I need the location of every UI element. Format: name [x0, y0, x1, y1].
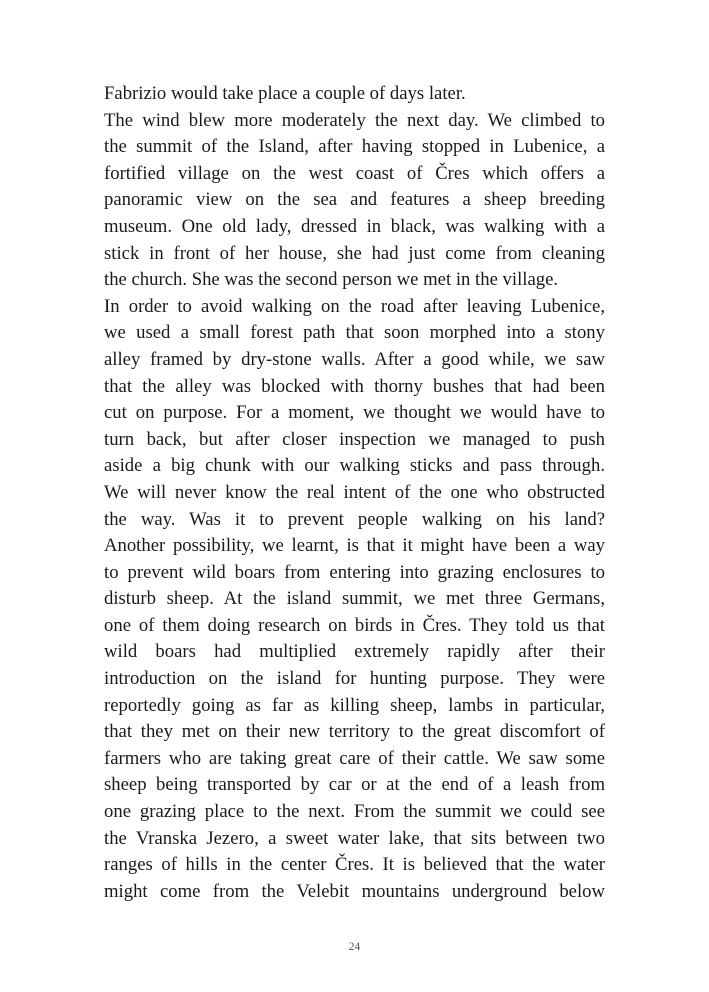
- text-line: ranges of hills in the center Čres. It is believed that the water: [104, 854, 605, 876]
- text-line: the Vranska Jezero, a sweet water lake, that sits between two: [104, 827, 605, 849]
- text-line: one of them doing research on birds in Čres. They told us that: [104, 614, 605, 636]
- text-line: reportedly going as far as killing sheep, lambs in particular,: [104, 694, 605, 716]
- text-line: panoramic view on the sea and features a sheep breeding: [104, 189, 605, 211]
- text-line: alley framed by dry-stone walls. After a good while, we saw: [104, 348, 605, 370]
- text-line: farmers who are taking great care of their cattle. We saw some: [104, 747, 605, 769]
- text-line: might come from the Velebit mountains underground below: [104, 880, 605, 902]
- text-line: In order to avoid walking on the road after leaving Lubenice,: [104, 295, 605, 317]
- text-line: Another possibility, we learnt, is that it might have been a way: [104, 535, 605, 557]
- text-line: to prevent wild boars from entering into grazing enclosures to: [104, 561, 605, 583]
- text-line: wild boars had multiplied extremely rapidly after their: [104, 641, 605, 663]
- text-line: the way. Was it to prevent people walking on his land?: [104, 508, 605, 530]
- text-line: stick in front of her house, she had just come from cleaning: [104, 242, 605, 264]
- body-text: [104, 81, 605, 905]
- text-line: The wind blew more moderately the next day. We climbed to: [104, 109, 605, 131]
- text-line: fortified village on the west coast of Čres which offers a: [104, 162, 605, 184]
- text-line: sheep being transported by car or at the end of a leash from: [104, 774, 605, 796]
- text-line: Fabrizio would take place a couple of days later.: [104, 83, 466, 104]
- text-line: one grazing place to the next. From the summit we could see: [104, 801, 605, 823]
- text-line: the church. She was the second person we met in the village.: [104, 269, 559, 291]
- text-line: the summit of the Island, after having stopped in Lubenice, a: [104, 136, 605, 158]
- text-line: We will never know the real intent of the one who obstructed: [104, 481, 605, 503]
- text-line: introduction on the island for hunting purpose. They were: [104, 668, 605, 690]
- text-line: we used a small forest path that soon morphed into a stony: [104, 322, 605, 344]
- text-line: that the alley was blocked with thorny bushes that had been: [104, 375, 605, 397]
- text-line: museum. One old lady, dressed in black, was walking with a: [104, 215, 605, 237]
- text-line: aside a big chunk with our walking sticks and pass through.: [104, 455, 605, 477]
- text-line: disturb sheep. At the island summit, we met three Germans,: [104, 588, 605, 610]
- text-line: that they met on their new territory to the great discomfort of: [104, 721, 605, 743]
- text-line: turn back, but after closer inspection we managed to push: [104, 428, 605, 450]
- page-number: 24: [348, 941, 361, 953]
- text-line: cut on purpose. For a moment, we thought we would have to: [104, 402, 605, 424]
